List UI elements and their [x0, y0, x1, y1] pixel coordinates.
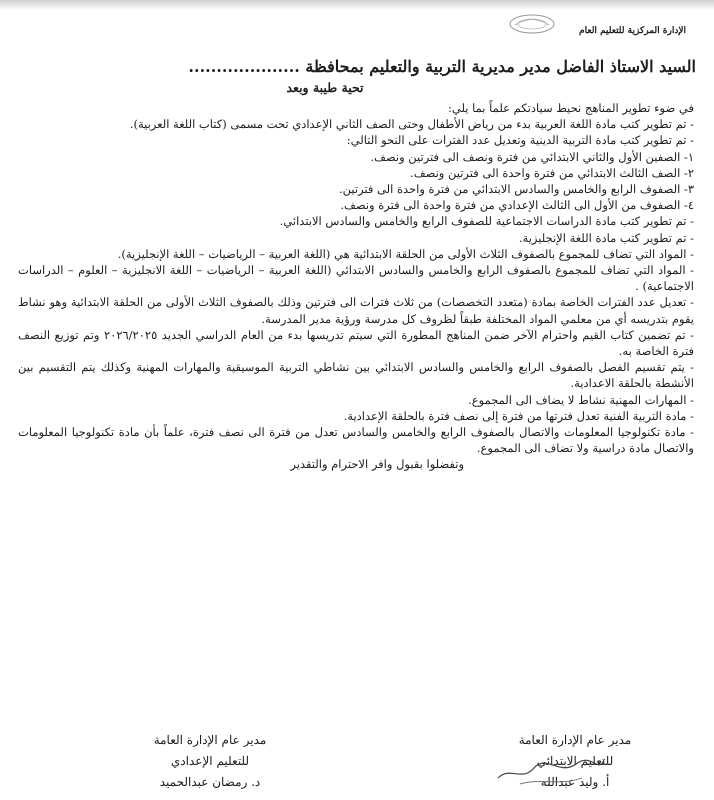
scan-edge — [0, 0, 714, 10]
religion-item-4: ٤- الصفوف من الأول الى الثالث الإعدادي من فترة واحدة الى فترة ونصف. — [340, 198, 694, 213]
intro-paragraph: في ضوء تطوير المناهج نحيط سيادتكم علماً بما يلي: — [448, 101, 694, 115]
paragraph-multidisciplinary: - تعديل عدد الفترات الخاصة بمادة (متعدد التخصصات) من ثلاث فترات الى فترتين وذلك بالصفوف الثلاث الأولى من الحلقة الابتدائية وهو نشاط يقوم بتدريسه أي من معلمي المواد المختلفة طبقاً لظروف كل مدرسة ورؤية مدير المدرسة. — [18, 295, 694, 326]
religion-item-1: ١- الصفين الأول والثاني الابتدائي من فترة ونصف الى فترتين ونصف. — [370, 149, 694, 164]
closing-line: وتفضلوا بقبول وافر الاحترام والتقدير — [290, 457, 464, 472]
signature-preparatory — [100, 730, 320, 793]
paragraph-social-studies: - تم تطوير كتب مادة الدراسات الاجتماعية للصفوف الرابع والخامس والسادس الابتدائي. — [279, 214, 694, 229]
paragraph-arabic-books: - تم تطوير كتب مادة اللغة العربية بدء من رياض الأطفال وحتى الصف الثاني الإعدادي تحت مسمى (كتاب اللغة العربية). — [129, 117, 694, 132]
ministry-logo-icon — [505, 12, 559, 36]
religion-item-2: ٢- الصف الثالث الابتدائي من فترة واحدة الى فترتين ونصف. — [410, 165, 694, 180]
signature-primary-title: مدير عام الإدارة العامة — [518, 733, 632, 747]
signature-primary-unit: للتعليم الابتدائي — [536, 754, 614, 768]
paragraph-english-books: - تم تطوير كتب مادة اللغة الإنجليزية. — [518, 230, 694, 245]
paragraph-primary-4-6-subjects: - المواد التي تضاف للمجموع بالصفوف الرابع والخامس والسادس الابتدائي (اللغة العربية – الرياضيات – اللغة الانجليزية – العلوم – الدراسات الاجتماعية) . — [18, 263, 694, 294]
signature-primary-name: أ. وليد عبدالله — [540, 775, 610, 789]
paragraph-class-division: - يتم تقسيم الفصل بالصفوف الرابع والخامس والسادس الابتدائي بين نشاطي التربية الموسيقية والمهارات المهنية وكذلك يتم التقسيم بين الأنشطة بالحلقة الاعدادية. — [18, 360, 694, 391]
salutation: السيد الاستاذ الفاضل مدير مديرية التربية والتعليم بمحافظة .................... — [188, 57, 696, 76]
paragraph-primary-1-3-subjects: - المواد التي تضاف للمجموع بالصفوف الثلاث الأولى من الحلقة الابتدائية هي (اللغة العربية – الرياضيات – اللغة الإنجليزية). — [117, 246, 694, 261]
greeting: تحية طيبة وبعد — [286, 80, 364, 95]
signature-preparatory-unit: للتعليم الإعدادي — [170, 754, 250, 768]
signature-preparatory-title: مدير عام الإدارة العامة — [153, 733, 267, 747]
paragraph-art-education: - مادة التربية الفنية تعدل فترتها من فترة إلى نصف فترة بالحلقة الإعدادية. — [343, 408, 694, 423]
handwritten-signature-icon — [490, 748, 610, 788]
paragraph-vocational-skills: - المهارات المهنية نشاط لا يضاف الى المجموع. — [468, 392, 694, 407]
paragraph-ict: - مادة تكنولوجيا المعلومات والاتصال بالصفوف الرابع والخامس والسادس تعدل من فترة الى نصف فترة، علماً بأن مادة تكنولوجيا المعلومات والاتصال مادة دراسية ولا تضاف الى المجموع. — [18, 425, 694, 456]
paragraph-religion-books: - تم تطوير كتب مادة التربية الدينية وتعديل عدد الفترات على النحو التالي: — [346, 133, 694, 148]
signature-preparatory-name: د. رمضان عبدالحميد — [159, 775, 261, 789]
paragraph-values-book: - تم تضمين كتاب القيم واحترام الآخر ضمن المناهج المطورة التي سيتم تدريسها بدء من العام الدراسي الجديد ٢٠٢٦/٢٠٢٥ وتم توزيع النصف فترة الخاصة به. — [18, 327, 694, 359]
letter-body — [18, 100, 694, 473]
religion-item-3: ٣- الصفوف الرابع والخامس والسادس الابتدائي من فترة واحدة الى فترتين. — [338, 182, 694, 197]
department-header: الإدارة المركزية للتعليم العام — [579, 26, 686, 36]
